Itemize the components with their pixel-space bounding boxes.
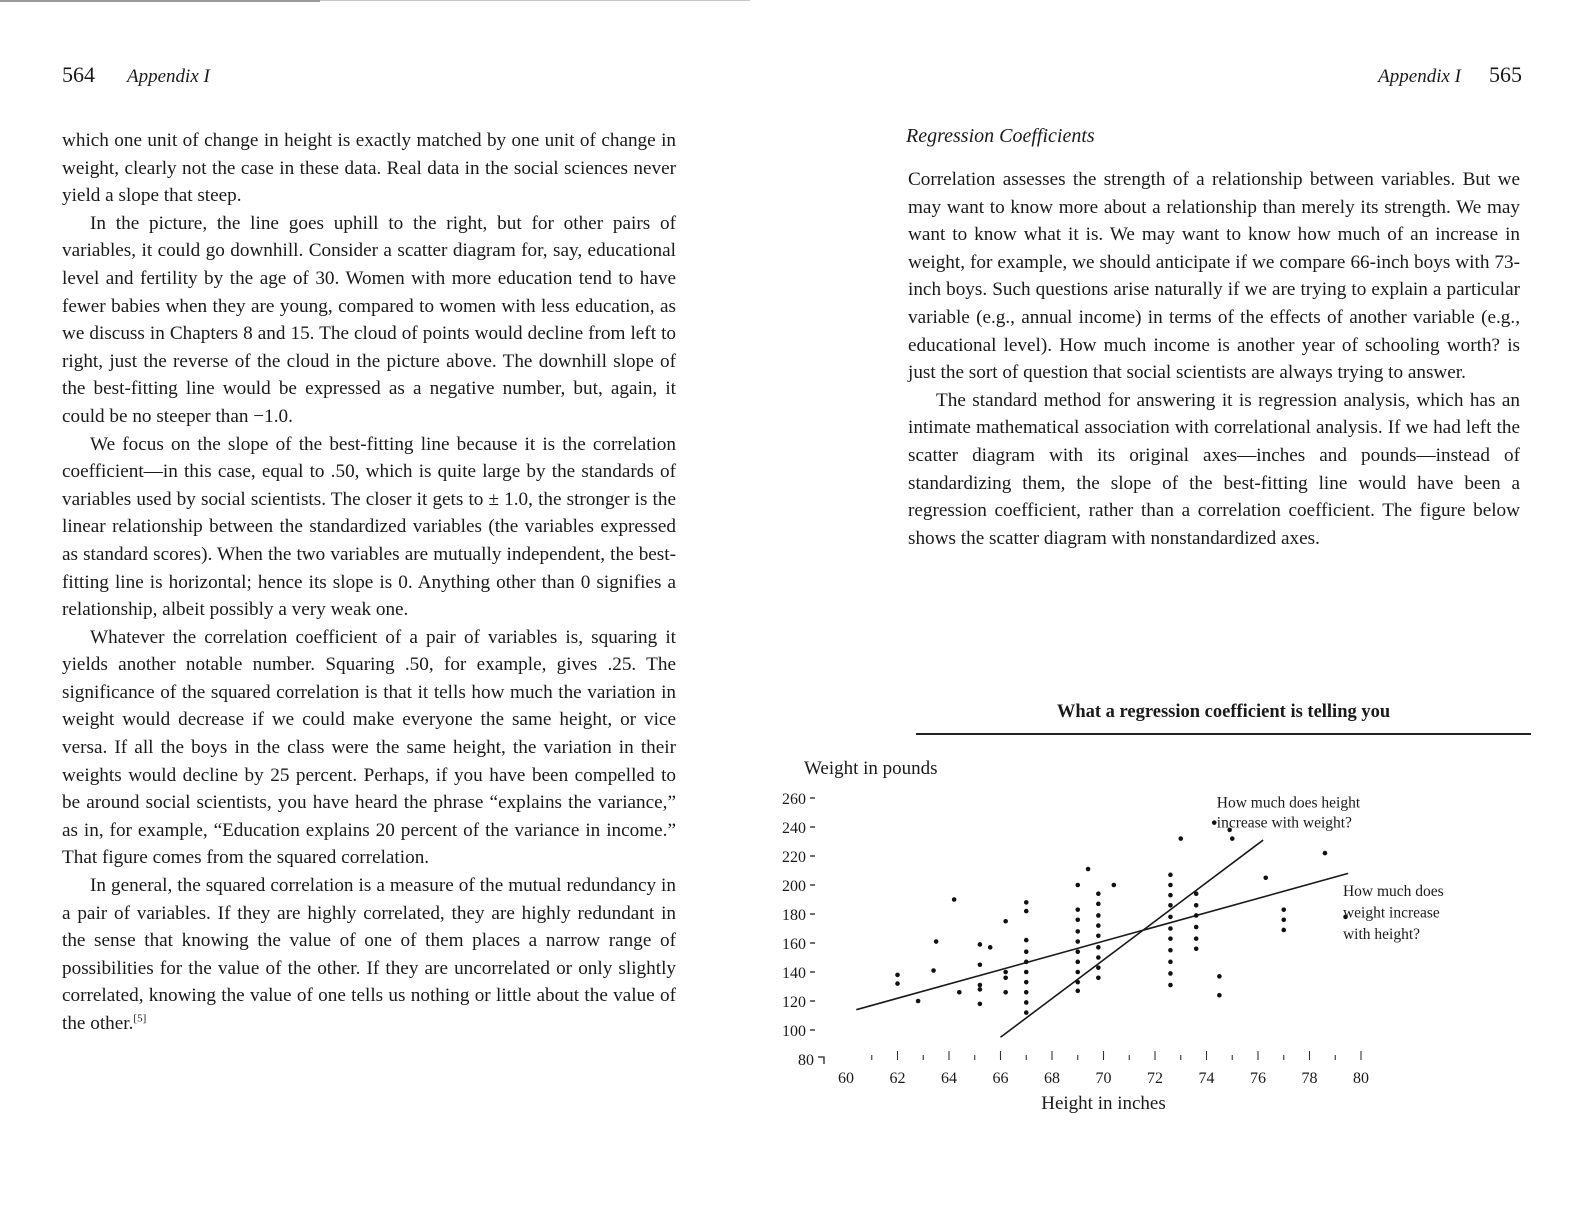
- data-point: [1194, 903, 1199, 908]
- data-point: [1168, 948, 1173, 953]
- data-point: [1281, 907, 1286, 912]
- data-point: [1281, 918, 1286, 923]
- axis-origin-mark: [818, 1057, 824, 1064]
- data-point: [1217, 974, 1222, 979]
- data-point: [1003, 919, 1008, 924]
- data-point: [988, 945, 993, 950]
- x-tick-label: 66: [992, 1070, 1009, 1087]
- y-tick-label: 260: [782, 791, 806, 808]
- annotation-weight-on-height: How much does: [1342, 882, 1444, 900]
- data-point: [978, 942, 983, 947]
- height-on-weight-line: [1001, 840, 1264, 1037]
- right-paragraph-1: Correlation assesses the strength of a relationship between variables. But we may want to know more about a relationship than merely its strength. We may want to know what it is. We may want to know how much of an increase in weight, for example, we should anticipate if we compare 66-inch boys with 73-inch boys. Such questions arise naturally if we are trying to explain a particular variable (e.g., annual income) in terms of the effects of another variable (e.g., educational level). How much income is another year of schooling worth? is just the sort of question that social scientists are always trying to answer.: [908, 169, 1520, 384]
- chart-axes: [810, 798, 1361, 1064]
- x-tick-label: 64: [941, 1070, 957, 1087]
- data-point: [1096, 976, 1101, 981]
- data-point: [1263, 875, 1268, 880]
- data-point: [1281, 928, 1286, 933]
- scatter-points: [895, 820, 1348, 1015]
- data-point: [1075, 970, 1080, 975]
- left-body-text: [62, 127, 676, 1038]
- data-point: [1024, 909, 1029, 914]
- data-point: [1024, 1010, 1029, 1015]
- data-point: [1024, 1000, 1029, 1005]
- data-point: [1168, 903, 1173, 908]
- data-point: [1075, 989, 1080, 994]
- data-point: [1168, 915, 1173, 920]
- data-point: [1096, 891, 1101, 896]
- data-point: [1075, 949, 1080, 954]
- x-tick-label: 70: [1095, 1070, 1112, 1087]
- section-heading: Regression Coefficients: [906, 125, 1095, 147]
- data-point: [1075, 907, 1080, 912]
- data-point: [1024, 949, 1029, 954]
- x-tick-label: 78: [1301, 1070, 1318, 1087]
- data-point: [934, 939, 939, 944]
- data-point: [1024, 900, 1029, 905]
- data-point: [1075, 939, 1080, 944]
- data-point: [1024, 960, 1029, 965]
- data-point: [1024, 980, 1029, 985]
- x-axis-title: Height in inches: [1041, 1093, 1166, 1114]
- weight-on-height-line: [856, 873, 1348, 1009]
- y-axis-title: Weight in pounds: [804, 758, 938, 779]
- data-point: [1003, 990, 1008, 995]
- data-point: [1178, 836, 1183, 841]
- data-point: [1075, 960, 1080, 965]
- left-running-title: Appendix I: [127, 66, 210, 87]
- data-point: [1168, 960, 1173, 965]
- scatter-chart: [782, 750, 1550, 1130]
- data-point: [1075, 883, 1080, 888]
- data-point: [978, 983, 983, 988]
- y-tick-label: 180: [782, 907, 806, 924]
- x-tick-label: 76: [1250, 1070, 1266, 1087]
- left-paragraph-5-text: In general, the squared correlation is a measure of the mutual redundancy in a pair of variables. If they are highly correlated, they are highly redundant in the sense that knowing the value of one of them places a narrow range of possibilities for the value of the other. If they are uncorrelated or only slightly correlated, knowing the value of one tells us nothing or little about the value of the other.: [62, 875, 676, 1034]
- data-point: [1217, 993, 1222, 998]
- data-point: [1096, 923, 1101, 928]
- data-point: [1024, 938, 1029, 943]
- x-tick-label: 60: [838, 1070, 854, 1087]
- data-point: [1168, 983, 1173, 988]
- data-point: [895, 981, 900, 986]
- footnote-marker[interactable]: [5]: [133, 1012, 147, 1025]
- data-point: [931, 968, 936, 973]
- x-tick-label: 74: [1198, 1070, 1215, 1087]
- data-point: [895, 973, 900, 978]
- right-page: [782, 0, 1582, 1220]
- data-point: [1168, 883, 1173, 888]
- x-tick-label: 68: [1044, 1070, 1060, 1087]
- right-paragraph-2: The standard method for answering it is regression analysis, which has an intimate mathematical association with correlational analysis. If we had left the scatter diagram with its original axes—inches and pounds—instead of standardizing them, the slope of the best-fitting line would have been a regression coefficient, rather than a correlation coefficient. The figure below shows the scatter diagram with nonstandardized axes.: [908, 389, 1520, 549]
- data-point: [1086, 867, 1091, 872]
- data-point: [978, 962, 983, 967]
- data-point: [952, 897, 957, 902]
- y-tick-label: 240: [782, 820, 806, 837]
- data-point: [1168, 893, 1173, 898]
- left-paragraph-1: which one unit of change in height is exactly matched by one unit of change in weight, clearly not the case in these data. Real data in the social sciences never yield a slope that steep.: [62, 130, 676, 207]
- data-point: [978, 987, 983, 992]
- data-point: [1096, 913, 1101, 918]
- data-point: [916, 999, 921, 1004]
- left-running-head: [62, 62, 210, 88]
- data-point: [1075, 929, 1080, 934]
- y-tick-label: 100: [782, 1023, 806, 1040]
- y-tick-label: 140: [782, 965, 806, 982]
- data-point: [1003, 976, 1008, 981]
- annotation-height-on-weight: How much does height: [1216, 794, 1361, 812]
- data-point: [1096, 933, 1101, 938]
- y-tick-label: 80: [798, 1052, 814, 1069]
- right-running-head: [1378, 62, 1522, 88]
- data-point: [1168, 926, 1173, 931]
- y-tick-label: 160: [782, 936, 806, 953]
- annotation-height-on-weight: increase with weight?: [1216, 814, 1352, 832]
- left-paragraph-2: In the picture, the line goes uphill to the right, but for other pairs of variables, it could go downhill. Consider a scatter diagram for, say, educational level and fertility by the age of 30. Women with more education tend to have fewer babies when they are young, compared to women with less education, as we discuss in Chapters 8 and 15. The cloud of points would decline from left to right, just the reverse of the cloud in the picture above. The downhill slope of the best-fitting line would be expressed as a negative number, but, again, it could be no steeper than −1.0.: [62, 212, 676, 427]
- data-point: [1194, 947, 1199, 952]
- x-tick-label: 62: [889, 1070, 906, 1087]
- left-page-number: 564: [62, 62, 95, 87]
- data-point: [1096, 965, 1101, 970]
- right-running-title: Appendix I: [1378, 66, 1461, 87]
- y-tick-label: 220: [782, 849, 806, 866]
- data-point: [1194, 891, 1199, 896]
- data-point: [1194, 913, 1199, 918]
- data-point: [957, 990, 962, 995]
- data-point: [1096, 902, 1101, 907]
- x-tick-label: 72: [1147, 1070, 1163, 1087]
- figure-title: What a regression coefficient is telling you: [1056, 702, 1391, 722]
- y-tick-label: 200: [782, 878, 806, 895]
- x-tick-label: 80: [1353, 1070, 1369, 1087]
- data-point: [1075, 918, 1080, 923]
- scatter-chart-svg: [782, 750, 1550, 1130]
- data-point: [1096, 945, 1101, 950]
- data-point: [1168, 936, 1173, 941]
- data-point: [1230, 836, 1235, 841]
- left-paragraph-3: We focus on the slope of the best-fitting line because it is the correlation coefficient—in this case, equal to .50, which is quite large by the standards of variables used by social scientists. The closer it gets to ± 1.0, the stronger is the linear relationship between the standardized variables (the variables expressed as standard scores). When the two variables are mutually independent, the best-fitting line is horizontal; hence its slope is 0. Anything other than 0 signifies a relationship, albeit possibly a very weak one.: [62, 433, 676, 621]
- left-paragraph-4: Whatever the correlation coefficient of a pair of variables is, squaring it yields another notable number. Squaring .50, for example, gives .25. The significance of the squared correlation is that it tells how much the variation in weight would decrease if we could make everyone the same height, or vice versa. If all the boys in the class were the same height, the variation in their weights would decline by 25 percent. Perhaps, if you have been compelled to be around social scientists, you have heard the phrase “explains the variance,” as in, for example, “Education explains 20 percent of the variance in income.” That figure comes from the squared correlation.: [62, 626, 676, 869]
- right-page-number: 565: [1489, 62, 1522, 87]
- figure-rule: [916, 733, 1531, 735]
- annotation-weight-on-height: with height?: [1342, 925, 1421, 943]
- right-body-text: [908, 166, 1520, 552]
- data-point: [1168, 873, 1173, 878]
- y-tick-label: 120: [782, 994, 806, 1011]
- regression-lines: [856, 840, 1348, 1037]
- data-point: [1024, 970, 1029, 975]
- data-point: [978, 1002, 983, 1007]
- data-point: [1112, 883, 1117, 888]
- data-point: [1096, 955, 1101, 960]
- data-point: [1194, 925, 1199, 930]
- chart-labels: [782, 758, 1444, 1114]
- left-page: [0, 0, 790, 1220]
- data-point: [1168, 971, 1173, 976]
- data-point: [1024, 990, 1029, 995]
- data-point: [1075, 980, 1080, 985]
- data-point: [1003, 970, 1008, 975]
- data-point: [1194, 936, 1199, 941]
- annotation-weight-on-height: weight increase: [1342, 904, 1440, 922]
- data-point: [1323, 851, 1328, 856]
- left-paragraph-5: [62, 872, 676, 1038]
